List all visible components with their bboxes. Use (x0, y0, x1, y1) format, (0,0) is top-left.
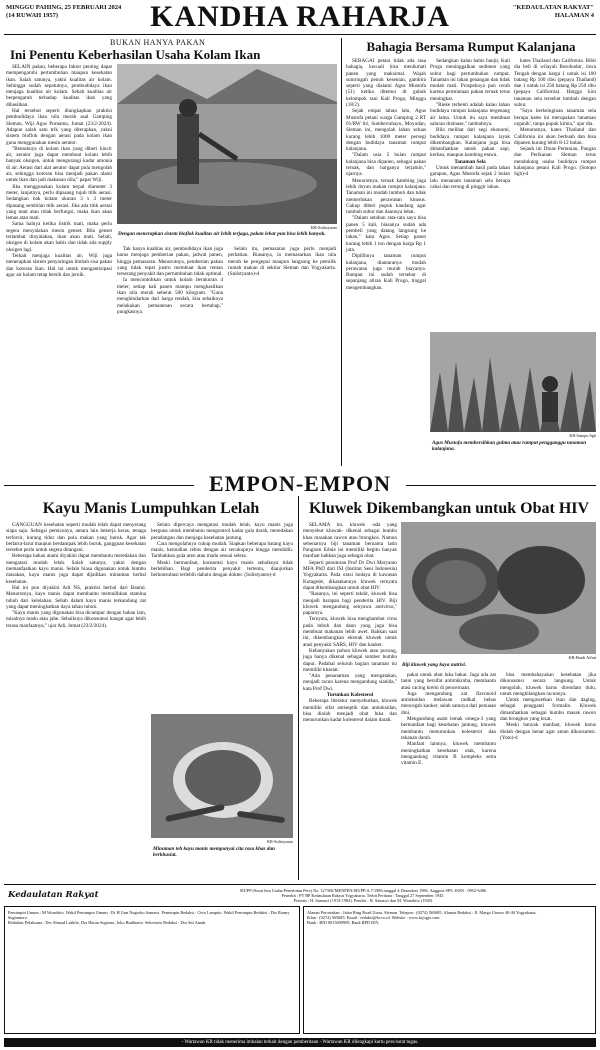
article4-paragraph: Beberapa literatur menyebutkan, kluwek memiliki sifat antiseptik dan antioksidan, bisa diolah menjadi obat luka dan menurunkan kadar kolesterol dalam darah. (303, 698, 397, 724)
article2-headline: Bahagia Bersama Rumput Kalanjana (366, 39, 576, 54)
footer-siupp-block (130, 888, 596, 904)
article2-column-2 (430, 58, 510, 328)
article1-paragraph: Selain itu, pemasaran juga perlu menjadi perhatian. Biasanya, ia memasarkan ikan nila merah ke pengepul maupun langsung ke pemilik rumah makan di sekitar Sleman dan Yogyakarta. (Sulistyanto)-d (228, 246, 336, 278)
article2-column-1 (346, 58, 426, 466)
article2-paragraph: Sejak empat tahun lalu, Agus Mustofa petani warga Gamping 2 RT 01/RW 04, Sumberrahayu, Moyudan, Sleman ini, mengolah lahan seluas kurang lebih 1000 meter persegi dengan budidaya tanaman rumput kalanjana. (346, 108, 426, 153)
section-banner: EMPON-EMPON (208, 471, 392, 496)
article3-paragraph: Beberapa bahan alami diyakini dapat membantu meredakan dan mengatasi mudah lelah. Salah satunya, yakni dengan memanfaatkan kayu manis. Selain biasa digunakan untuk bumbu masakan, kayu manis juga dapat dijadikan minuman herbal kesehatan. (6, 553, 146, 585)
article2-photo (430, 332, 596, 432)
article4-paragraph: "Ada penanaman yang mengatakan, menjadi racun karena mengandung sianida," kata Prof Dwi. (303, 673, 397, 692)
article4-photo-credit: KR-Hardi Affati (568, 655, 596, 660)
article1-column-3 (228, 246, 336, 464)
article4-paragraph: "Rasanya, ini seperti takdir, kluwek bisa menjadi harapan bagi penderita HIV. Biji kluwek mengandung senyawa antivirus," paparnya. (303, 591, 397, 617)
article2-paragraph: "Saya berkeinginan tanaman sela berupa kates ini merupakan 'tanaman organik', tanpa pupuk kimia," ujar dia. (514, 108, 596, 127)
article4-column-3 (500, 672, 596, 878)
article1-paragraph: Sama halnya ketika listrik mati, maka perlu segera menyalakan mesin genset. Bila genset terlambat dinyalakan, ikan akan mati. Sebab, oksigen di kolam akan habis dan tidak ada supply oksigen lagi. (6, 221, 112, 253)
footer-address: Alamat Percetakan : Jalan Ring Road Utara, Sleman. Telepon : (0274) 565685. Alamat Redaksi : Jl. Margo Utomo 40-46 Yogyakarta. (307, 910, 537, 915)
article2-paragraph: Menurutnya, kates Thailand dan California ini akan berbuah dan bisa dipanen kurang lebih 8-12 bulan. (514, 127, 596, 146)
kluwek-seeds-photo-icon (401, 522, 596, 654)
article2-paragraph: Menurutnya, ternak kambing juga lebih doyan makan rumput kalanjana. Tanaman ini mudah tumbuh dan tidak memerlukan perawatan khusus. Cukup diberi pupuk kandang agar tumbuh subur dan daunnya lebat. (346, 177, 426, 216)
article3-photo-credit: KR-Sulistyanto (266, 839, 293, 844)
article4-subheading: Turunkan Kolesterol (326, 692, 374, 699)
article1-caption: Dengan menerapkan sistem bioflok kualitas air lebih terjaga, pakan lebar pun bisa lebih banyak. (118, 231, 326, 237)
article2-paragraph: "Dalam setahun rata-rata saya bisa panen 5 kali, biasanya sudah ada pembeli yang datang langsung ke lahan," kata Agus. Setiap panen kurang lebih 1 ton dengan harga Rp 1 juta. (346, 215, 426, 253)
banner-line-right (406, 485, 596, 486)
article1-photo-credit: KR-Sulistyanto (310, 225, 337, 230)
article2-subheading: Tanaman Sela (454, 158, 486, 165)
article4-paragraph: Kebanyakan pohon kluwek atau pucung, juga hanya dikenal sebagai sumber bumbu dapur. Padahal seluruh bagian tanaman ini memiliki khasiat. (303, 647, 397, 673)
article1-paragraph: Terkait menjaga kualitas air, Wiji juga menerapkan sistem penyaringan limbah sisa pakan dan kotoran ikan. Hal ini untuk mengantisipasi agar air kolam tetap bersih dan jernih. (6, 252, 112, 278)
masthead-hijri: (14 RUWAH 1957) (6, 12, 58, 19)
article3-paragraph: "Kayu manis yang digunakan bisa dicampur dengan bahan lain, misalnya madu atau jahe. Sebaiknya dikonsumsi hangat agar lebih terasa manfaatnya," ujar Adi, Jumat (23/2/2024). (6, 610, 146, 629)
article3-paragraph: Selain dipercaya mengatasi mudah lelah, kayu manis juga berguna untuk membantu mengontrol kadar gula darah, meredakan peradangan dan menjaga kesehatan jantung. (151, 522, 293, 541)
article1-paragraph: "Bentuknya di kolam ikan yang diberi kincir air, aerator juga dapat membuat kolam lebih banyak oksigen, untuk mengurangi kadar amonia di air. Aerasi dari alat aerator dapat pula mengolah air, sehingga kotoran bisa menjadi pakan alami untuk ikan dan jadi makanan nila," papar Wiji. (6, 145, 112, 184)
article3-column-1 (6, 522, 146, 878)
article4-photo (401, 522, 596, 654)
column-divider (341, 38, 342, 466)
article1-kicker: BUKAN HANYA PAKAN (110, 38, 206, 47)
fish-pond-photo-icon (117, 64, 337, 224)
footer-rule (4, 884, 596, 885)
article2-photo-credit: KR-Sutopo Sgh (569, 433, 596, 438)
article3-paragraph: Meski bermanfaat, konsumsi kayu manis sebaiknya tidak berlebihan. Bagi penderita penyakit tertentu, dianjurkan berkonsultasi terlebih dahulu dengan dokter. (Sulistyanto)-d (151, 559, 293, 579)
article1-column-2 (117, 246, 223, 464)
masthead-date: MINGGU PAHING, 25 FEBRUARI 2024 (6, 4, 122, 11)
masthead-tagline: "KEDAULATAN RAKYAT" (512, 4, 594, 11)
footer-staff: Redaktur Pelaksana : Drs Ahmad Luthfie, Drs Harun Sugiono, Joko Budhiarto. Sekretaris Redaksi : Dra Siti Ainah. (8, 920, 207, 926)
article1-column-1 (6, 64, 112, 464)
article4-paragraph: pakai untuk obat luka bakar. Juga ada zat tanin yang bersifat antimikroba, membantu atasi cacing kremi di pencernaan. (401, 672, 496, 691)
article1-paragraph: Ia mencontohkan untuk kolam berukuran 4 meter, setiap kali panen mampu menghasilkan ikan nila merah seberat 500 kilogram. "Guna menghindarkan dari harga rendah, kita sebaiknya melakukan pemanenan secara bertahap," pungkasnya. (117, 277, 223, 315)
article4-paragraph: Meski banyak manfaat, kluwek harus diolah dengan benar agar aman dikonsumsi. (Yoto)-d (500, 722, 596, 741)
footer-siupp: SIUPP (Surat Izin Usaha Penerbitan Pers) No. 127/SK/MENPEN/SIUPP/A.7/1986 tanggal 4 Desember 1986. Anggota SPS. ISSN : 0852-6486 (239, 888, 487, 893)
article2-column-3 (514, 58, 596, 328)
column-divider (298, 496, 299, 880)
article3-paragraph: Hal ini pun diyakini Adi NS, praktisi herbal dari Bantul. Menurutnya, kayu manis dapat membantu memulihkan stamina tubuh dari kelelahan. Sebab dalam kayu manis terkandung zat yang dapat meningkatkan daya tahan tubuh. (6, 584, 146, 610)
masthead-page: HALAMAN 4 (554, 12, 594, 19)
farmer-grass-photo-icon (430, 332, 596, 432)
article4-column-1 (303, 522, 397, 878)
article4-paragraph: Untuk mengawetkan ikan dan daging, sebagai pengganti formalin. Kluwek dimanfaatkan sebagai bumbu masak rawon dan brongkos yang lezat. (500, 697, 596, 723)
cinnamon-tea-photo-icon (151, 714, 293, 838)
article3-paragraph: Cara mengolahnya cukup mudah. Siapkan beberapa batang kayu manis, kemudian rebus dengan air secukupnya hingga mendidih. Tambahkan gula aren atau madu sesuai selera. (151, 540, 293, 560)
article4-paragraph: Manfaat lainnya, kluwek membantu meningkatkan kesehatan otak, karena mengandung vitamin B kompleks serta vitamin E. (401, 741, 496, 767)
article2-paragraph: SEBAGAI petani tidak ada rasa bahagia, kecuali bisa menikmati panen yang maksimal. Wajah sumringah penuh kesenian, gambira seperti yang dialami Agus Mustofa (51) ketika ditemui di gubuk kelompok tani Kali Progo, Minggu (18/2). (346, 58, 426, 109)
banner-line-left (4, 485, 194, 486)
article3-photo (151, 714, 293, 838)
article2-paragraph: Sejauh ini Dinas Pertanian, Pangan dan Perikanan Sleman terus mendukung usaha budidaya rumput kalanjana petani Kali Progo. (Sutopo Sgh)-d (514, 146, 596, 178)
article3-column-2 (151, 522, 293, 710)
article4-paragraph: bisa membahayakan kesehatan jika dikonsumsi secara langsung. Untuk mengolah, kluwek harus direndam dulu, untuk menghilangkan racunnya. (500, 672, 596, 697)
footer-address-box (303, 906, 596, 1034)
footer-publisher: Penerbit : PT BP Kedaulatan Rakyat Yogyakarta. Terbit Perdana : Tanggal 27 September 1945. (281, 893, 445, 899)
article2-paragraph: Untuk menambah hasil pada lahan garapan, Agus Mustofa sejak 2 bulan lalu menanam tanaman sela berupa cabai dan terong di pinggir lahan. (430, 165, 510, 190)
footer-contact: Iklan : (0274) 565685. Email : redaksi@kr.co.id. Website : www.krjogja.com (307, 915, 440, 921)
article1-paragraph: Hal tersebut seperti diungkapkan praktisi pembudidaya ikan nila merah asal Gamping Sleman, Wiji Agus Purnama, Jumat (23/2-2024). Adapun salah satu trik yang diterapkan, yakni sistem bioflok dengan aerasi pada kolam ikan guna menggunakan mesin aerator. (6, 108, 112, 146)
article4-paragraph: SELAMA ini, kluwek -ada yang menyebut kluwak- dikenal sebagai bumbu khas masakan rawon atau brongkos. Namun sebenarnya biji tanaman bernama latin Pangium Edule ini memiliki begitu banyak manfaat bahkan juga sebagai obat. (303, 522, 397, 560)
article4-headline: Kluwek Dikembangkan untuk Obat HIV (308, 500, 590, 517)
article4-paragraph: Mengandung asam lemak omega-3 yang bermanfaat bagi kesehatan jantung, kluwek membantu menurunkan kolesterol dan tekanan darah. (401, 716, 496, 741)
footer-staff-box (4, 906, 300, 1034)
article4-column-2 (401, 672, 496, 878)
article1-headline: Ini Penentu Keberhasilan Usaha Kolam Ikan (10, 47, 261, 62)
footer-logo: Kedaulatan Rakyat (8, 890, 99, 900)
article3-caption: Minuman teh kayu manis mempunyai cita rasa khas dan berkhasiat. (153, 846, 275, 858)
article4-caption: Biji kluwek yang kaya nutrisi. (402, 662, 467, 668)
article3-headline: Kayu Manis Lumpuhkan Lelah (42, 500, 260, 517)
masthead-rule (4, 34, 596, 35)
article1-paragraph: Tak hanya kualitas air, pembudidaya ikan juga harus menjaga pemberian pakan, jadwal panen, hingga pemasaran. Menurutnya, pemberian pakan yang tidak tepat justru membuat ikan rentan terserang penyakit dan pertumbuhan tidak optimal. (117, 246, 223, 278)
article2-paragraph: Dipilihnya tanaman rumput kalanjana, diantaranya mudah perawatan juga murah biayanya. Rumput ini sudah tersebar di sepanjang aliran Kali Progo, tinggal mengembangkan. (346, 253, 426, 291)
footer-bank: Bank : BNI 0015000909, Bank BPD DIY. (307, 920, 380, 926)
article2-paragraph: kates Thailand dan California. Bibit dia beli di wilayah Borobudur, Jawa Tengah dengan harga 1 untuk isi 100 batang Rp 100 ribu (pepaya Thailand) dan 1 untuk isi 250 batang Rp 250 ribu (pepaya California). Hingga kini tanaman sela tersebut tumbuh dengan subur. (514, 58, 596, 109)
article4-paragraph: Seperti penuturan Prof Dr Dwi Maryanto MFA PhD dari ISI (Institut Seni Indonesia) Yogyakarta. Pada orasi budaya di kawasan Kotagede, dikatakannya kluwek ternyata dapat dikembangkan untuk obat HIV. (303, 559, 397, 591)
article4-paragraph: Juga mengandung zat flavonoid antioksidan melawan radikal bebas mencegah kanker, salah satunya dari penuaan dini. (401, 690, 496, 716)
masthead-title: KANDHA RAHARJA (150, 0, 450, 33)
article1-paragraph: Jika menggunakan kolam terpal diameter 3 meter, lanjutnya, perlu dipasang tujuh titik aerasi. Sedangkan bak kolam ukuran 3 x 3 meter dipasang sembilan titik aerasi. Jika ada titik aerasi yang mati atau tidak berfungsi, maka ikan akan lemas atau mati. (6, 183, 112, 222)
article1-photo (117, 64, 337, 224)
article2-paragraph: "Dalam usia 2 bulan rumput kalanjana bisa dipanen, sebagai pakan ternak, dan harganya terjamin," ujarnya. (346, 152, 426, 178)
article2-paragraph: Sedangkan kalau habis banjir, Kali Progo meninggalkan sedimen yang subur bagi pertumbuhan rumput. Tanaman ini tahan genangan dan tidak mudah mati. Prospeknya pun cerah karena permintaan pakan ternak terus meningkat. (430, 58, 510, 102)
article4-paragraph: Ternyata, kluwek bisa menghambat virus pada tubuh dan daun yang juga bisa membuat makanan lebih awet. Bahkan saat ini, dikembangkan ekstrak kluwek untuk atasi penyakit SARS, HIV dan kanker. (303, 616, 397, 648)
article2-caption: Agus Mustofa membersihkan gulma atau rumput pengganggu tanaman kalanjana. (432, 440, 587, 452)
article2-paragraph: Bila melihat dari segi ekonomi, budidaya rumput kalanjana layak dikembangkan. Kalanjana juga bisa dimanfaatkan untuk pakan sapi, kerbau, maupun kambing etawa. (430, 127, 510, 159)
masthead-page-block (513, 4, 594, 20)
footer-bottom-bar: - Wartawan KR tidak menerima imbalan terkait dengan pemberitaan - Wartawan KR dilengkapi kartu pers/surat tugas. (4, 1038, 596, 1047)
footer-founders: Perintis : H. Samawi (1913-1984). Pendiri : H. Samawi dan M. Wonohito (1945) (293, 898, 433, 904)
footer-leaders: Pemimpin Umum : M Wonohito. Wakil Pemimpin Umum : Dr H Gun Nugroho Samawi. Pemimpin Redaksi : Octo Lampito. Wakil Pemimpin Redaksi : Drs Ronny Sugiantoro. (8, 910, 290, 921)
article2-paragraph: "Rieke terhenti adalah kalau lahan budidaya rumput kalanjana tergenang air lama. Untuk itu saya membuat saluran drainase," tambahnya. (430, 102, 510, 127)
article3-paragraph: GANGGUAN kesehatan seperti mudah lelah dapat menyerang siapa saja. Sebagai pemicunya, antara lain bekerja keras, tenaga terforsir, kurang tidur dan pola makan yang buruk. Agar tak berlarut-larut maupun berdampak lebih buruk, gangguan kesehatan tersebut perlu untuk segera ditangani. (6, 522, 146, 554)
article1-paragraph: SELAIN pakan, beberapa faktor penting dapat mempengaruhi pertumbuhan maupun kesehatan ikan. Salah satunya, yakni kualitas air kolam. Sehingga sudah sepatutnya, pembudidaya ikan menjaga kualitas air kolam. Sebab kualitas air berpengaruh terhadap kualitas ikan yang dihasilkan. (6, 64, 112, 108)
